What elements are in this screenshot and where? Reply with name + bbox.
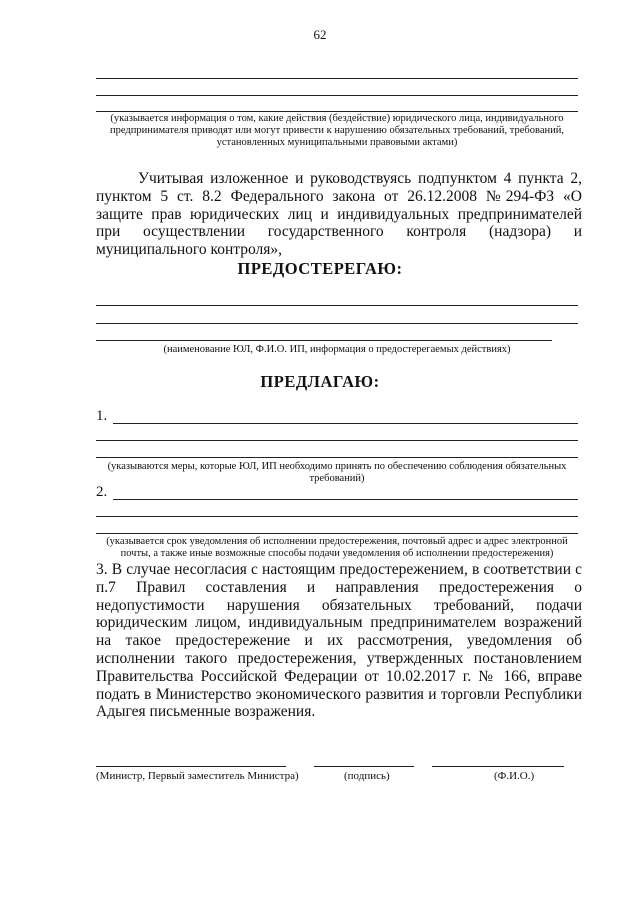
fill-line <box>113 423 578 424</box>
signature-line-name <box>432 766 564 767</box>
fill-line <box>96 95 578 96</box>
intro-paragraph-text: Учитывая изложенное и руководствуясь подпунктом 4 пункта 2, пунктом 5 ст. 8.2 Федерального закона от 26.12.2008 №294-ФЗ «О защите прав юридических лиц и индивидуальных предпринимателей при осуществлении государственного контроля (надзора) и муниципального контроля», <box>96 170 582 259</box>
fill-line <box>113 499 578 500</box>
signature-line-signature <box>314 766 414 767</box>
fill-line <box>96 457 578 458</box>
page-number: 62 <box>313 27 327 42</box>
item-1-number: 1. <box>96 408 108 424</box>
fill-line <box>96 305 578 306</box>
heading-warn: ПРЕДОСТЕРЕГАЮ: <box>237 259 403 278</box>
fill-line <box>96 340 552 341</box>
signature-caption: (подпись) <box>344 770 390 782</box>
item-2-number: 2. <box>96 484 108 500</box>
fill-line <box>96 533 578 534</box>
item-3-paragraph: 3. В случае несогласия с настоящим предостережением, в соответствии с п.7 Правил составления и направления предостережения о недопустимости нарушения обязательных требований, подачи юридическим лицом, индивидуальным предпринимателем возражений на такое предостережение и их рассмотрения, уведомления об исполнении такого предостережения, утвержденных постановлением Правительства Российской Федерации от 10.02.2017 г. № 166, вправе подать в Министерство экономического развития и торговли Республики Адыгея письменные возражения. <box>96 561 582 721</box>
position-caption: (Министр, Первый заместитель Министра) <box>96 770 299 782</box>
item-2-caption: (указывается срок уведомления об исполнении предостережения, почтовый адрес и адрес электронной почты, а также иные возможные способы подачи уведомления об исполнении предостережения) <box>106 536 568 559</box>
fill-line <box>96 516 578 517</box>
heading-offer: ПРЕДЛАГАЮ: <box>260 372 380 391</box>
fill-line <box>96 440 578 441</box>
actions-caption: (указывается информация о том, какие действия (бездействие) юридического лица, индивидуального предпринимателя приводят или могут привести к нарушению обязательных требований, требований, установленных муниципальными правовыми актами) <box>110 113 564 148</box>
signature-line-position <box>96 766 286 767</box>
intro-paragraph <box>96 170 582 259</box>
name-caption: (Ф.И.О.) <box>494 770 535 782</box>
item-1-caption: (указываются меры, которые ЮЛ, ИП необходимо принять по обеспечению соблюдения обязательных требований) <box>107 461 567 484</box>
fill-line <box>96 78 578 79</box>
fill-line <box>96 323 578 324</box>
warn-caption: (наименование ЮЛ, Ф.И.О. ИП, информация о предостерегаемых действиях) <box>163 344 511 355</box>
fill-line <box>96 111 578 112</box>
